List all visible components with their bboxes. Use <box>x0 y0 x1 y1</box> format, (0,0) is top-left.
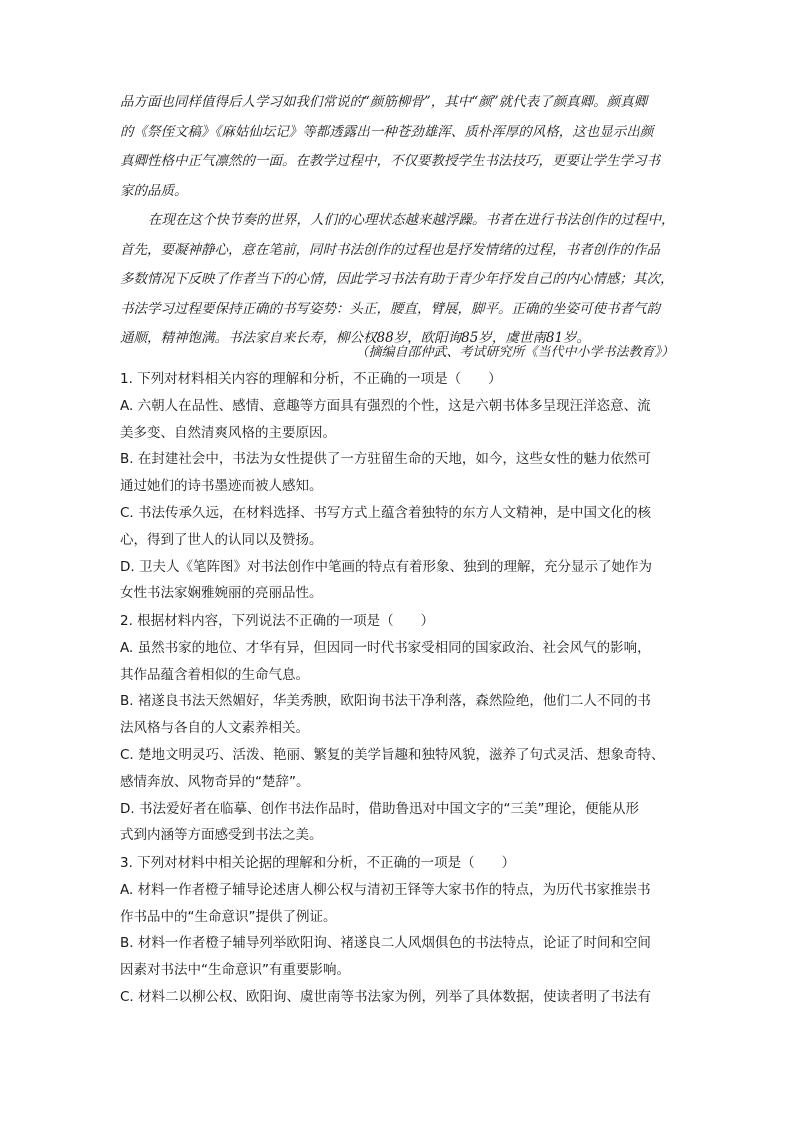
option-d <box>120 554 678 608</box>
passage-line: 书法学习过程要保持正确的书写姿势：头正，腰直，臂展，脚平。正确的坐姿可使书者气韵 <box>120 300 660 317</box>
option-b <box>120 688 678 742</box>
option-line: D. 卫夫人《笔阵图》对书法创作中笔画的特点有着形象、独到的理解，充分显示了她作为 <box>120 558 652 575</box>
option-line: B. 材料一作者橙子辅导列举欧阳询、褚遂良二人风烟俱色的书法特点，论证了时间和空间 <box>120 935 651 952</box>
passage-line: 多数情况下反映了作者当下的心情，因此学习书法有助于青少年抒发自己的内心情感；其次， <box>120 271 674 287</box>
option-line: A. 材料一作者橙子辅导论述唐人柳公权与清初王铎等大家书作的特点，为历代书家推崇书 <box>120 881 651 898</box>
passage-line: 在现在这个快节奏的世界，人们的心理状态越来越浮躁。书者在进行书法创作的过程中， <box>148 212 675 228</box>
option-line: 感情奔放、风物奇异的“楚辞”。 <box>120 773 310 790</box>
question-2 <box>120 608 678 849</box>
option-line: 心，得到了世人的认同以及赞扬。 <box>120 531 323 548</box>
option-line: 通过她们的诗书墨迹而被人感知。 <box>120 478 323 495</box>
passage-line: 真卿性格中正气凛然的一面。在教学过程中，不仅要教授学生书法技巧，更要让学生学习书 <box>120 153 660 169</box>
passage-paragraph-1 <box>120 88 675 206</box>
question-1 <box>120 366 678 607</box>
option-c <box>120 742 678 796</box>
question-stem: 3. 下列对材料中相关论据的理解和分析，不正确的一项是（ ） <box>120 855 516 871</box>
option-a <box>120 393 678 447</box>
passage-source: （摘编自邵仲武、考试研究所《当代中小学书法教育》） <box>355 345 674 360</box>
option-d <box>120 796 678 850</box>
option-line: B. 褚遂良书法天然媚好，华美秀腴，欧阳询书法干净利落，森然险绝，他们二人不同的书 <box>120 693 651 710</box>
option-line: 因素对书法中“生命意识”有重要影响。 <box>120 962 350 979</box>
passage-paragraph-2 <box>120 206 675 354</box>
passage-line: 品方面也同样值得后人学习如我们常说的“颜筋柳骨”，其中“颜”就代表了颜真卿。颜真卿 <box>120 94 648 110</box>
option-line: 法风格与各自的人文素养相关。 <box>120 720 309 737</box>
option-line: 美多变、自然清爽风格的主要原因。 <box>120 424 336 441</box>
passage-line: 通顺，精神饱满。书法家自来长寿，柳公权88岁，欧阳询85岁，虞世南81岁。 <box>120 330 591 346</box>
question-stem: 2. 根据材料内容，下列说法不正确的一项是（ ） <box>120 613 435 629</box>
option-line: 作书品中的“生命意识”提供了例证。 <box>120 908 337 925</box>
passage-line: 的《祭侄文稿》《麻姑仙坛记》等都透露出一种苍劲雄浑、质朴浑厚的风格，这也显示出颜 <box>120 123 654 140</box>
question-3 <box>120 850 678 1011</box>
option-c <box>120 984 678 1011</box>
option-line: A. 六朝人在品性、感情、意趣等方面具有强烈的个性，这是六朝书体多呈现汪洋恣意、流 <box>120 397 651 414</box>
passage-line: 首先，要凝神静心，意在笔前，同时书法创作的过程也是抒发情绪的过程，书者创作的作品 <box>120 241 660 258</box>
option-line: B. 在封建社会中，书法为女性提供了一方驻留生命的天地，如今，这些女性的魅力依然可 <box>120 451 651 468</box>
option-line: C. 书法传承久远，在材料选择、书写方式上蕴含着独特的东方人文精神，是中国文化的核 <box>120 504 652 521</box>
option-b <box>120 446 678 500</box>
passage-line: 家的品质。 <box>120 182 188 199</box>
question-stem: 1. 下列对材料相关内容的理解和分析，不正确的一项是（ ） <box>120 371 502 387</box>
option-line: C. 楚地文明灵巧、活泼、艳丽、繁复的美学旨趣和独特风貌，滋养了句式灵活、想象奇特、 <box>120 746 665 763</box>
option-line: A. 虽然书家的地位、才华有异，但因同一时代书家受相同的国家政治、社会风气的影响， <box>120 639 651 656</box>
option-line: 式到内涵等方面感受到书法之美。 <box>120 827 323 844</box>
option-line: C. 材料二以柳公权、欧阳询、虞世南等书法家为例，列举了具体数据，使读者明了书法有 <box>120 988 652 1005</box>
option-line: D. 书法爱好者在临摹、创作书法作品时，借助鲁迅对中国文字的“三美”理论，便能从形 <box>120 800 639 817</box>
option-c <box>120 500 678 554</box>
option-a <box>120 877 678 931</box>
option-a <box>120 635 678 689</box>
option-line: 其作品蕴含着相似的生命气息。 <box>120 666 309 683</box>
option-b <box>120 930 678 984</box>
option-line: 女性书法家娴雅婉丽的亮丽品性。 <box>120 585 323 602</box>
